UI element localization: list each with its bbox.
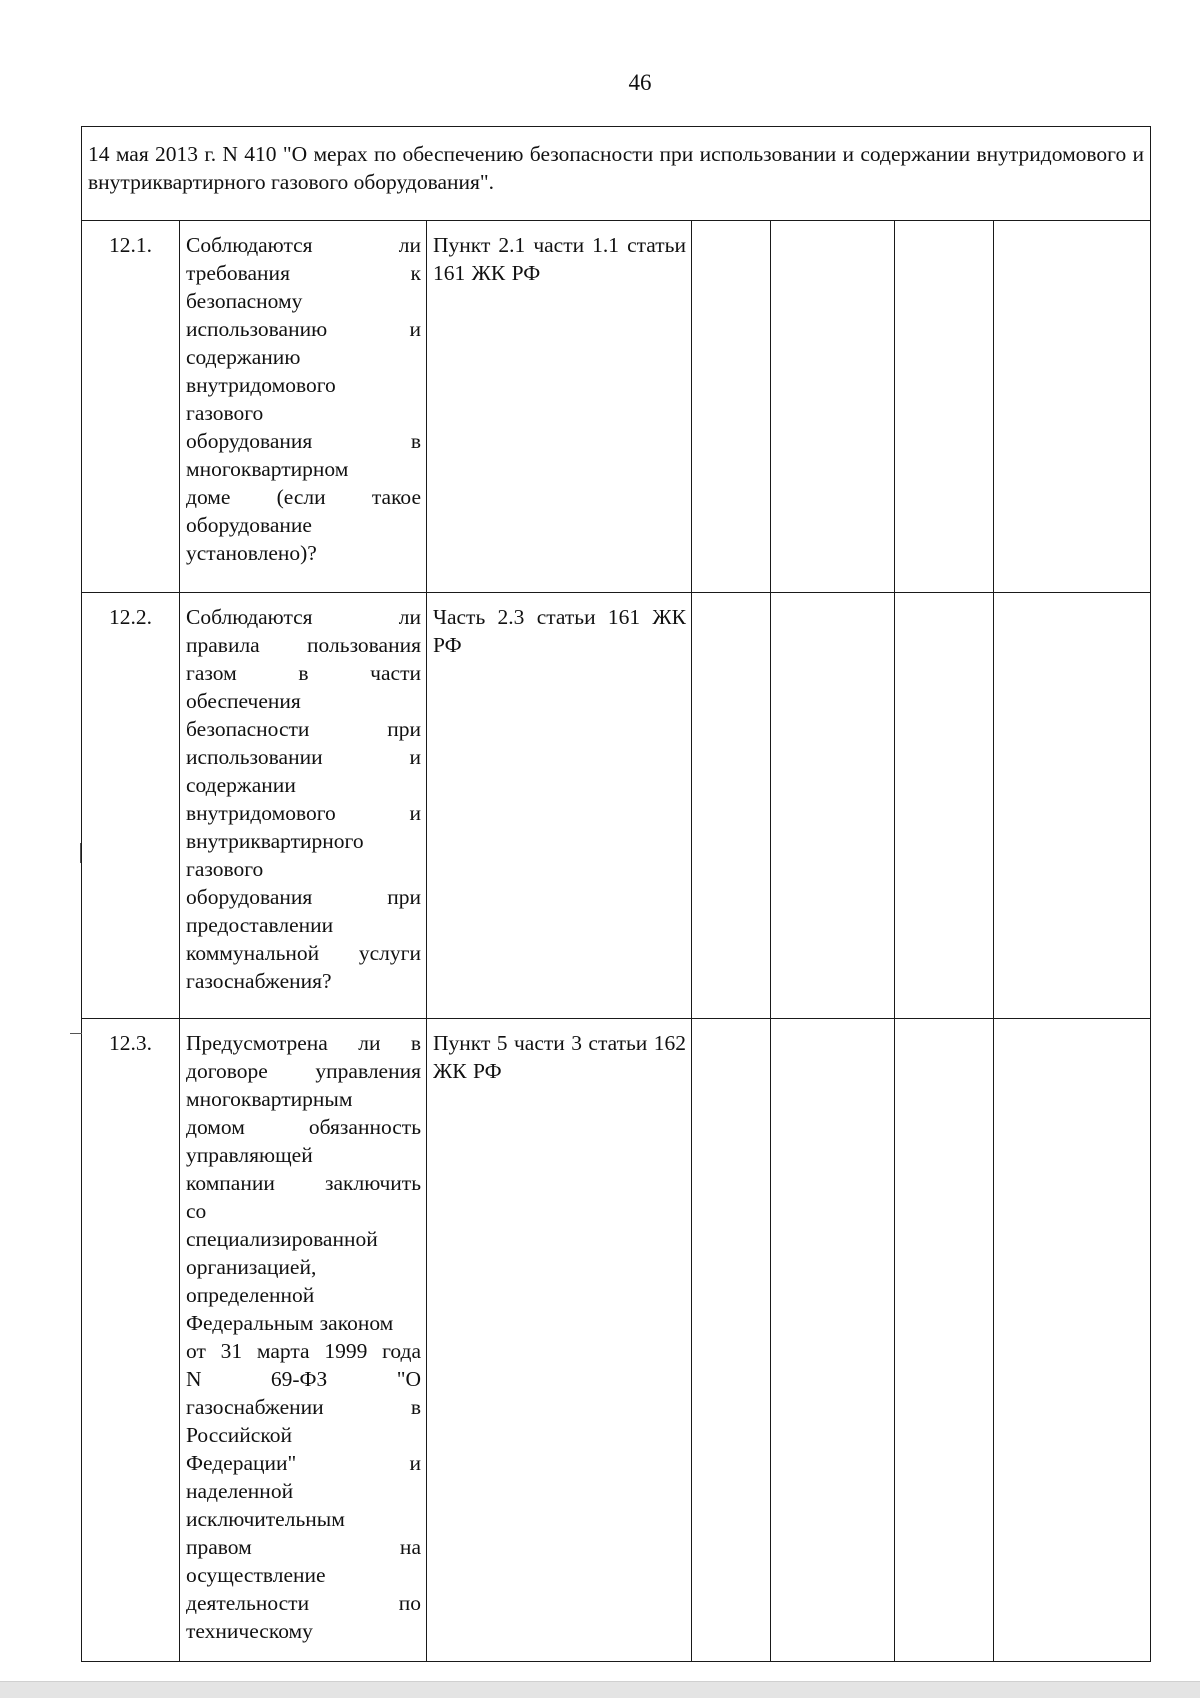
checklist-table [81, 126, 1151, 1662]
question-line: содержанию [186, 345, 301, 369]
empty-cell [692, 1019, 771, 1662]
question-line: доме (если такое [186, 485, 421, 509]
question-line: наделенной [186, 1479, 294, 1503]
question-line: использовании и [186, 745, 421, 769]
empty-cell [692, 593, 771, 1019]
table-row [82, 593, 1151, 1019]
question-line: компании заключить [186, 1171, 421, 1195]
question-line: газом в части [186, 661, 421, 685]
question-line: внутридомового и [186, 801, 421, 825]
question-line: использованию и [186, 317, 421, 341]
question-line: деятельности по [186, 1591, 421, 1615]
question-line: исключительным [186, 1507, 345, 1531]
question-line: многоквартирным [186, 1087, 353, 1111]
question-cell [180, 221, 427, 593]
scan-artifact [70, 1033, 82, 1034]
question-line: Федеральным законом [186, 1311, 394, 1335]
question-line: со [186, 1199, 207, 1223]
empty-cell [895, 593, 994, 1019]
question-line: газоснабжении в [186, 1395, 421, 1419]
question-line: техническому [186, 1619, 313, 1643]
empty-cell [895, 1019, 994, 1662]
question-line: газового [186, 857, 264, 881]
question-line: коммунальной услуги [186, 941, 421, 965]
regulation-header: 14 мая 2013 г. N 410 "О мерах по обеспечению безопасности при использовании и содержании внутридомового и внутриквартирного газового оборудования". [82, 127, 1151, 221]
row-number: 12.2. [82, 593, 180, 1019]
question-line: правом на [186, 1535, 421, 1559]
question-line: безопасному [186, 289, 303, 313]
question-line: правила пользования [186, 633, 421, 657]
question-line: предоставлении [186, 913, 334, 937]
row-number: 12.1. [82, 221, 180, 593]
question-cell [180, 593, 427, 1019]
question-cell [180, 1019, 427, 1662]
question-line: Российской [186, 1423, 292, 1447]
question-line: оборудования в [186, 429, 421, 453]
page-number: 46 [628, 70, 652, 95]
reference-cell: Пункт 5 части 3 статьи 162 ЖК РФ [427, 1019, 692, 1662]
question-line: Федерации" и [186, 1451, 421, 1475]
question-line: оборудования при [186, 885, 421, 909]
question-line: требования к [186, 261, 421, 285]
question-line: содержании [186, 773, 296, 797]
reference-cell: Часть 2.3 статьи 161 ЖК РФ [427, 593, 692, 1019]
question-line: установлено)? [186, 541, 317, 565]
question-line: внутриквартирного [186, 829, 364, 853]
empty-cell [771, 221, 895, 593]
empty-cell [994, 1019, 1151, 1662]
question-line: определенной [186, 1283, 315, 1307]
question-line: управляющей [186, 1143, 313, 1167]
question-line: многоквартирном [186, 457, 349, 481]
question-line: внутридомового [186, 373, 336, 397]
question-line: газоснабжения? [186, 969, 332, 993]
question-line: безопасности при [186, 717, 421, 741]
question-line: домом обязанность [186, 1115, 421, 1139]
table-header-row [82, 127, 1151, 221]
question-line: от 31 марта 1999 года [186, 1339, 421, 1363]
empty-cell [771, 1019, 895, 1662]
question-line: Предусмотрена ли в [186, 1031, 421, 1055]
question-line: осуществление [186, 1563, 326, 1587]
empty-cell [771, 593, 895, 1019]
empty-cell [994, 221, 1151, 593]
question-line: специализированной [186, 1227, 378, 1251]
scan-artifact [80, 843, 81, 863]
row-number: 12.3. [82, 1019, 180, 1662]
table-row [82, 1019, 1151, 1662]
question-line: оборудование [186, 513, 312, 537]
question-line: договоре управления [186, 1059, 421, 1083]
question-line: Соблюдаются ли [186, 233, 421, 257]
empty-cell [692, 221, 771, 593]
reference-cell: Пункт 2.1 части 1.1 статьи 161 ЖК РФ [427, 221, 692, 593]
viewer-bottom-bar [0, 1681, 1200, 1698]
question-line: газового [186, 401, 264, 425]
question-line: организацией, [186, 1255, 317, 1279]
empty-cell [895, 221, 994, 593]
table-row [82, 221, 1151, 593]
question-line: обеспечения [186, 689, 301, 713]
empty-cell [994, 593, 1151, 1019]
question-line: N 69-ФЗ "О [186, 1367, 421, 1391]
question-line: Соблюдаются ли [186, 605, 421, 629]
